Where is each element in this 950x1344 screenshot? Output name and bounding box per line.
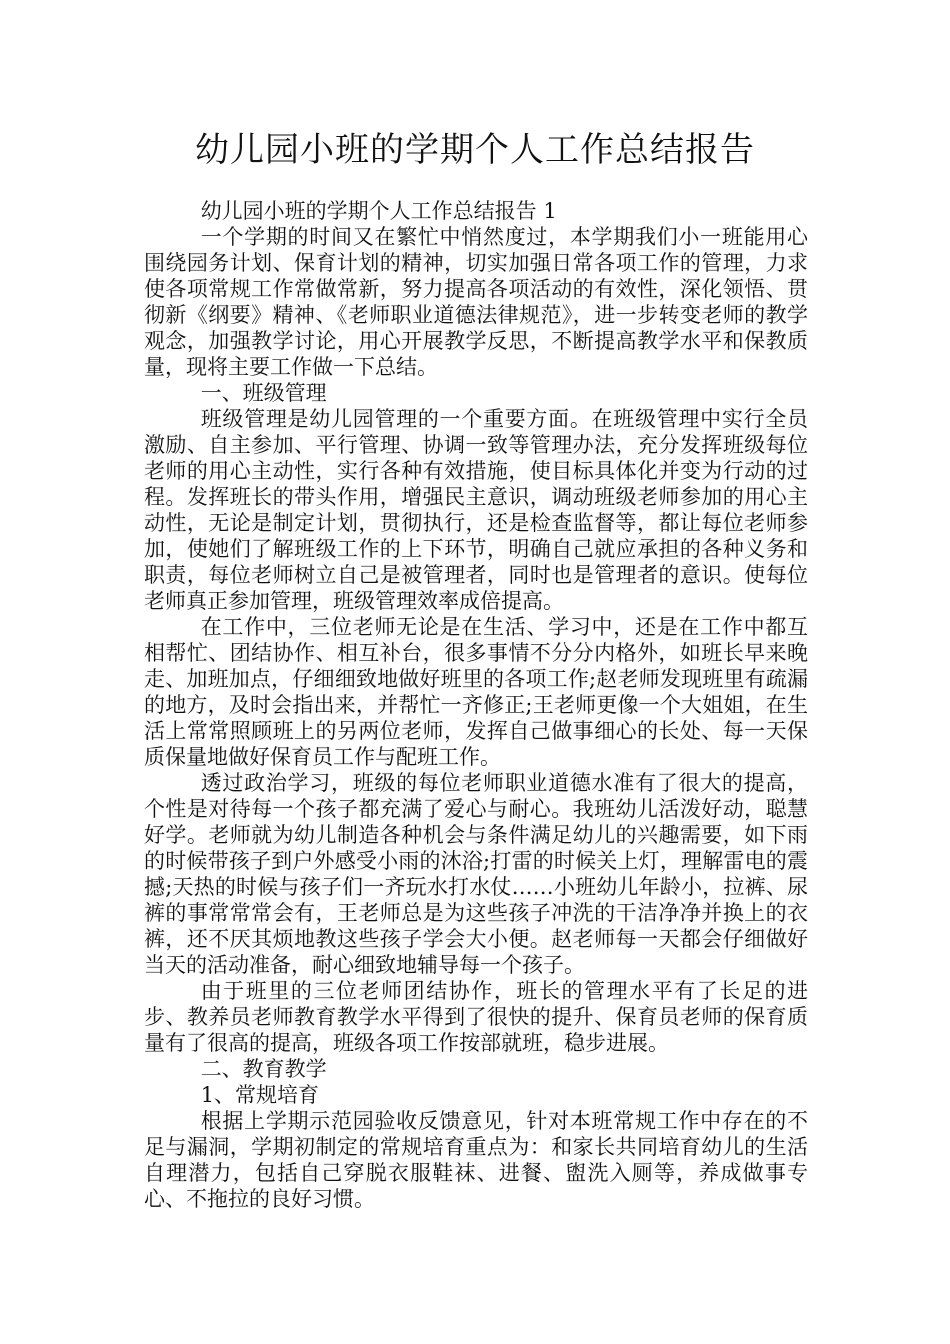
section-heading-teaching: 二、教育教学 — [200, 1057, 327, 1081]
class-management-paragraph-2: 在工作中，三位老师无论是在生活、学习中，还是在工作中都互相帮忙、团结协作、相互补台，很多事情不分分内格外，如班长早来晚走、加班加点，仔细细致地做好班里的各项工作;赵老师发现班里有疏漏的地方，及时会指出来，并帮忙一齐修正;王老师更像一个大姐姐，在生活上常常照顾班上的另两位老师，发挥自己做事细心的长处、每一天保质保量地做好保育员工作与配班工作。 — [144, 615, 808, 769]
class-management-paragraph-3: 透过政治学习，班级的每位老师职业道德水准有了很大的提高，个性是对待每一个孩子都充满了爱心与耐心。我班幼儿活泼好动，聪慧好学。老师就为幼儿制造各种机会与条件满足幼儿的兴趣需要，如下雨的时候带孩子到户外感受小雨的沐浴;打雷的时候关上灯，理解雷电的震撼;天热的时候与孩子们一齐玩水打水仗……小班幼儿年龄小，拉裤、尿裤的事常常常会有，王老师总是为这些孩子冲洗的干洁净净并换上的衣裤，还不厌其烦地教这些孩子学会大小便。赵老师每一天都会仔细做好当天的活动准备，耐心细致地辅导每一个孩子。 — [144, 771, 808, 977]
subtitle-paragraph: 幼儿园小班的学期个人工作总结报告 1 — [200, 199, 557, 223]
routine-paragraph: 根据上学期示范园验收反馈意见，针对本班常规工作中存在的不足与漏洞，学期初制定的常规培育重点为：和家长共同培育幼儿的生活自理潜力，包括自己穿脱衣服鞋袜、进餐、盥洗入厕等，养成做事专心、不拖拉的良好习惯。 — [144, 1109, 808, 1211]
document-body — [144, 198, 808, 1212]
section-heading-class-management: 一、班级管理 — [200, 381, 327, 405]
subsection-heading-routine: 1、常规培育 — [200, 1083, 320, 1107]
intro-paragraph: 一个学期的时间又在繁忙中悄然度过，本学期我们小一班能用心围绕园务计划、保育计划的精神，切实加强日常各项工作的管理，力求使各项常规工作常做常新，努力提高各项活动的有效性，深化领悟、贯彻新《纲要》精神、《老师职业道德法律规范》，进一步转变老师的教学观念，加强教学讨论，用心开展教学反思，不断提高教学水平和保教质量，现将主要工作做一下总结。 — [144, 225, 808, 379]
class-management-paragraph-1: 班级管理是幼儿园管理的一个重要方面。在班级管理中实行全员激励、自主参加、平行管理、协调一致等管理办法，充分发挥班级每位老师的用心主动性，实行各种有效措施，使目标具体化并变为行动的过程。发挥班长的带头作用，增强民主意识，调动班级老师参加的用心主动性，无论是制定计划，贯彻执行，还是检查监督等，都让每位老师参加，使她们了解班级工作的上下环节，明确自己就应承担的各种义务和职责，每位老师树立自己是被管理者，同时也是管理者的意识。使每位老师真正参加管理，班级管理效率成倍提高。 — [144, 407, 808, 613]
document-title: 幼儿园小班的学期个人工作总结报告 — [195, 130, 755, 170]
class-management-paragraph-4: 由于班里的三位老师团结协作，班长的管理水平有了长足的进步、教养员老师教育教学水平得到了很快的提升、保育员老师的保育质量有了很高的提高，班级各项工作按部就班，稳步进展。 — [144, 979, 808, 1055]
